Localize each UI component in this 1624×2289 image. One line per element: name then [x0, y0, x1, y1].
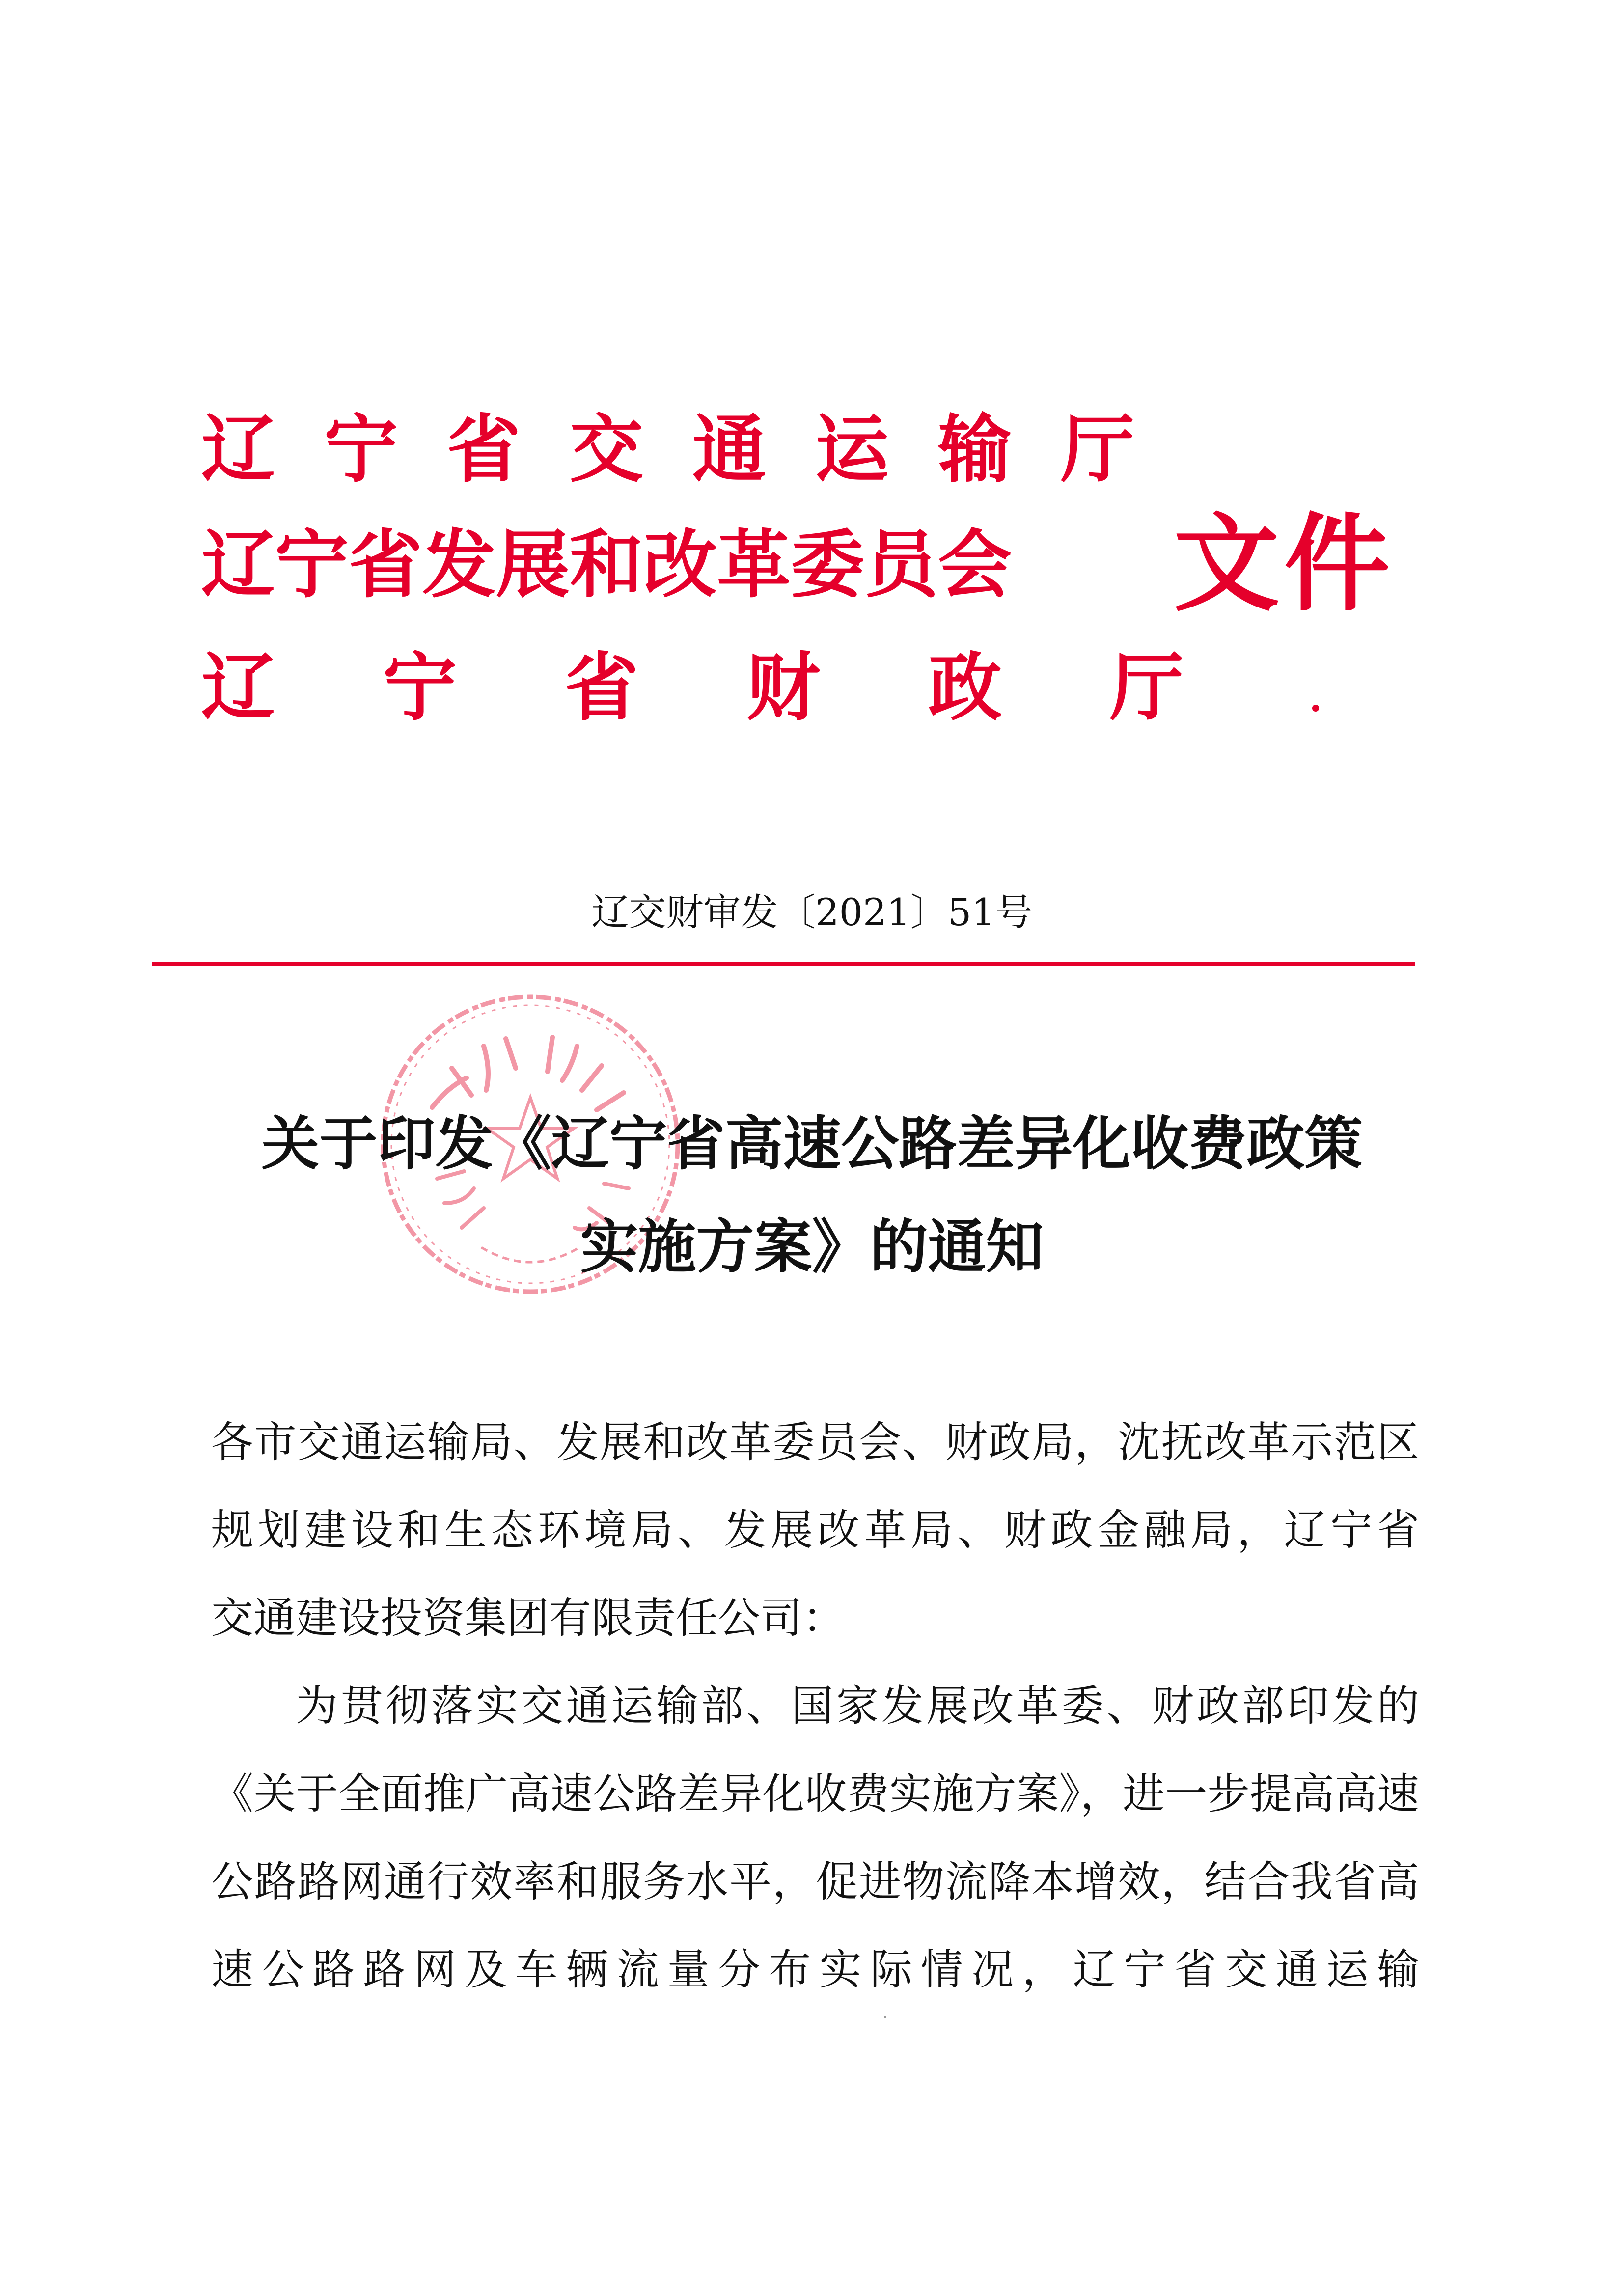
- addressee-block: [211, 1399, 1419, 1662]
- issuer-finance-department: 辽宁省财政厅: [201, 644, 1292, 731]
- document-title-line-1: 关于印发《辽宁省高速公路差异化收费政策: [261, 1109, 1363, 1178]
- addressee-recipients: 各市交通运输局、发展和改革委员会、财政局，沈抚改革示范区规划建设和生态环境局、发展改革局、财政金融局，辽宁省: [211, 1418, 1419, 1555]
- red-separator-line: [152, 962, 1415, 966]
- issuer-transport-department: 辽宁省交通运输厅: [201, 406, 1184, 493]
- addressee-last-line: 交通建设投资集团有限责任公司：: [211, 1594, 845, 1643]
- document-number: 辽交财审发〔2021〕51号: [591, 890, 1033, 934]
- body-paragraph: 为贯彻落实交通运输部、国家发展改革委、财政部印发的《关于全面推广高速公路差异化收费实施方案》，进一步提高高速公路路网通行效率和服务水平，促进物流降本增效，结合我省高速公路路网及车辆流量分布实际情况，辽宁省交通运输: [211, 1682, 1419, 1994]
- scan-dust-dot: [884, 2016, 886, 2018]
- issuer-development-reform-commission: 辽宁省发展和改革委员会: [201, 522, 1012, 608]
- document-type-label: 文件: [1174, 501, 1395, 626]
- red-ink-speck: [1312, 705, 1319, 712]
- document-title-line-2: 实施方案》的通知: [580, 1213, 1044, 1281]
